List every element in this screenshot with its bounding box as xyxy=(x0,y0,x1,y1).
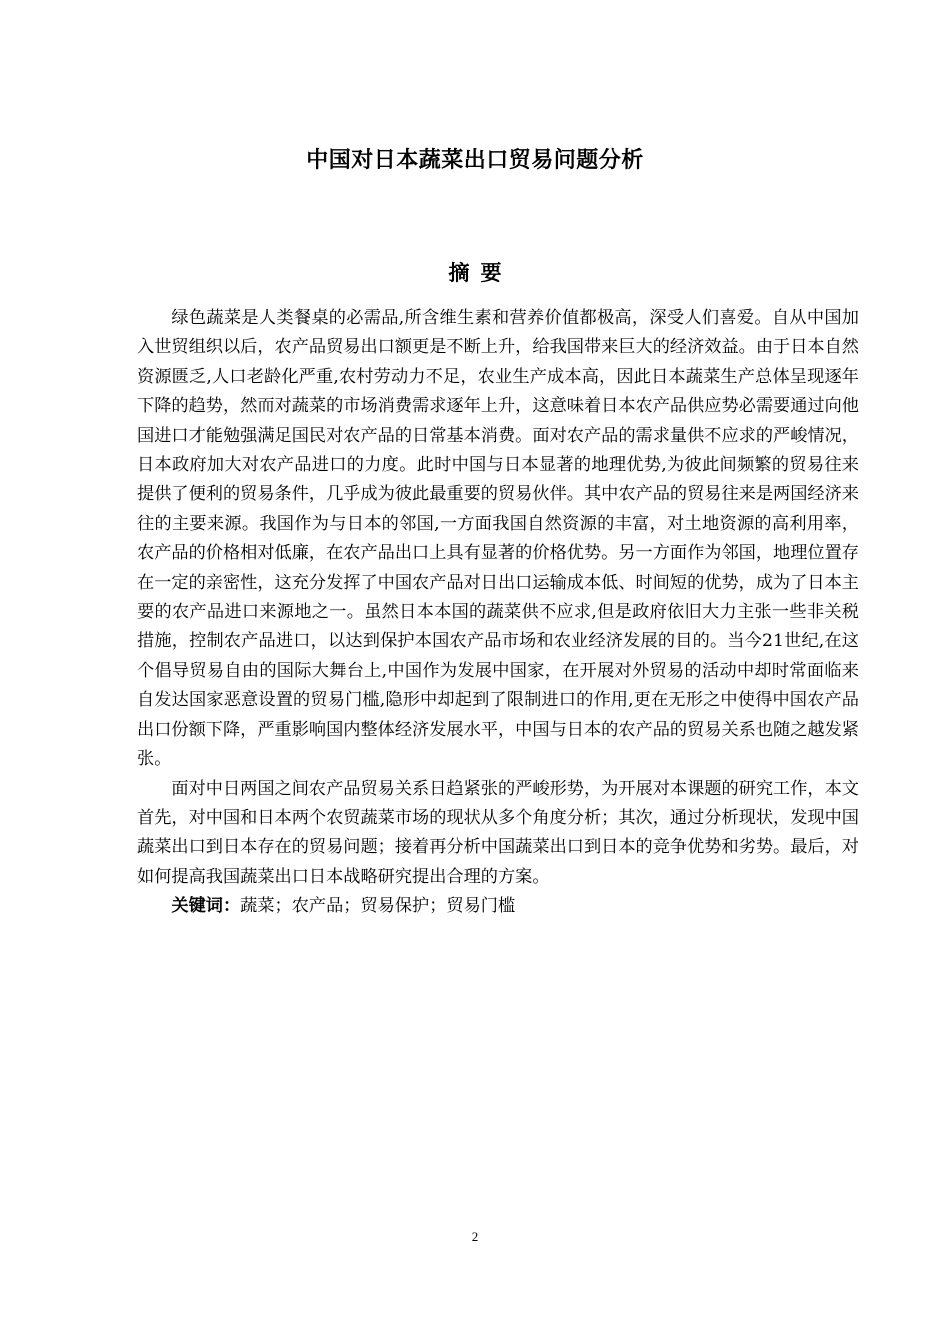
keywords-text: 蔬菜；农产品；贸易保护；贸易门槛 xyxy=(240,896,516,917)
page-number: 2 xyxy=(471,1229,479,1244)
abstract-paragraph: 绿色蔬菜是人类餐桌的必需品,所含维生素和营养价值都极高，深受人们喜爱。自从中国加入世贸组织以后，农产品贸易出口额更是不断上升，给我国带来巨大的经济效益。由于日本自然资源匮乏,人口老龄化严重,农村劳动力不足，农业生产成本高，因此日本蔬菜生产总体呈现逐年下降的趋势，然而对蔬菜的市场消费需求逐年上升，这意味着日本农产品供应势必需要通过向他国进口才能勉强满足国民对农产品的日常基本消费。面对农产品的需求量供不应求的严峻情况，日本政府加大对农产品进口的力度。此时中国与日本显著的地理优势,为彼此间频繁的贸易往来提供了便利的贸易条件，几乎成为彼此最重要的贸易伙伴。其中农产品的贸易往来是两国经济来往的主要来源。我国作为与日本的邻国,一方面我国自然资源的丰富，对土地资源的高利用率，农产品的价格相对低廉，在农产品出口上具有显著的价格优势。另一方面作为邻国，地理位置存在一定的亲密性，这充分发挥了中国农产品对日出口运输成本低、时间短的优势，成为了日本主要的农产品进口来源地之一。虽然日本本国的蔬菜供不应求,但是政府依旧大力主张一些非关税措施，控制农产品进口，以达到保护本国农产品市场和农业经济发展的目的。当今21世纪,在这个倡导贸易自由的国际大舞台上,中国作为发展中国家，在开展对外贸易的活动中却时常面临来自发达国家恶意设置的贸易门槛,隐形中却起到了限制进口的作用,更在无形之中使得中国农产品出口份额下降，严重影响国内整体经济发展水平，中国与日本的农产品的贸易关系也随之越发紧张。 xyxy=(137,308,859,770)
abstract-heading-char: 摘 xyxy=(448,261,470,285)
abstract-body xyxy=(137,304,859,922)
abstract-heading-char: 要 xyxy=(480,261,502,285)
abstract-paragraph: 面对中日两国之间农产品贸易关系日趋紧张的严峻形势，为开展对本课题的研究工作，本文首先，对中国和日本两个农贸蔬菜市场的现状从多个角度分析；其次，通过分析现状，发现中国蔬菜出口到日本存在的贸易问题；接着再分析中国蔬菜出口到日本的竞争优势和劣势。最后，对如何提高我国蔬菜出口日本战略研究提出合理的方案。 xyxy=(137,778,859,887)
keywords-label: 关键词： xyxy=(171,896,241,917)
abstract-heading xyxy=(0,258,950,288)
page-title: 中国对日本蔬菜出口贸易问题分析 xyxy=(306,148,644,173)
keywords-line xyxy=(137,892,859,921)
